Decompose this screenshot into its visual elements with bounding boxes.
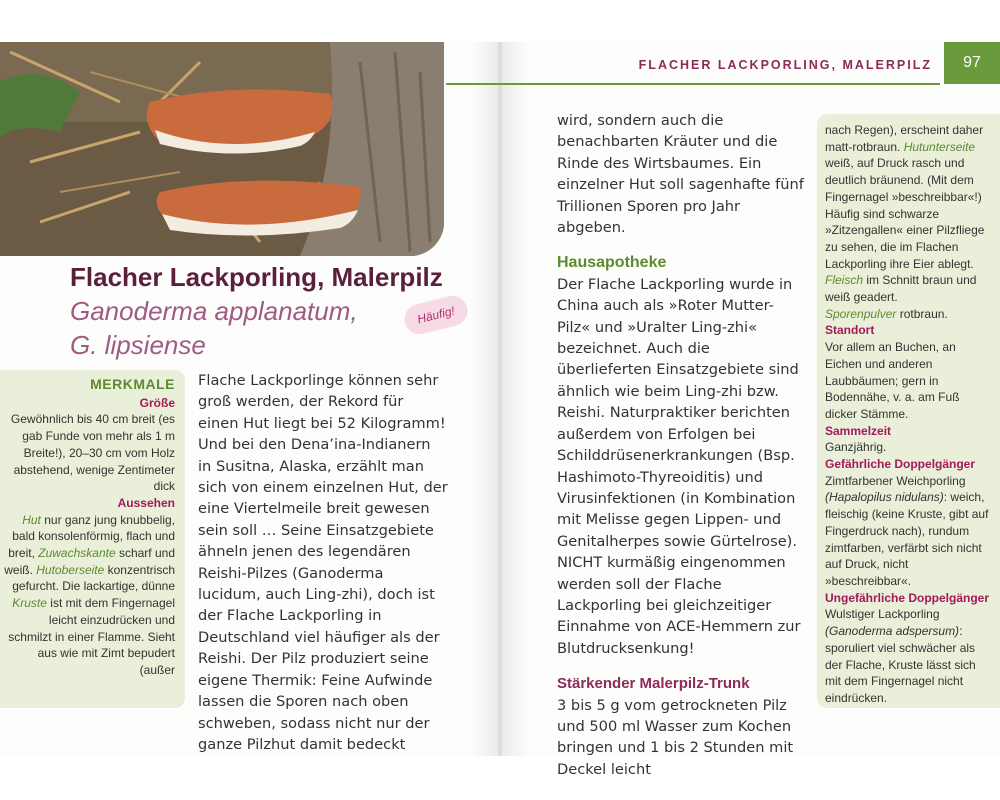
header-rule	[446, 83, 940, 85]
hausapotheke-text: Der Flache Lackporling wurde in China auch als »Roter Mutter-Pilz« und »Uralter Ling-zhi« bezeichnet. Auch die überlieferten Einsatzgebiete sind ähnlich wie beim Ling-zhi bzw. Reishi. Naturpraktiker berichten außerdem von Erfolgen bei Schilddrüsenerkrankungen (Bsp. Hashimoto-Thyreoiditis) und Virusinfektionen (in Kombination mit Melisse gegen Lippen- und Genitalherpes sowie Gürtelrose).	[557, 275, 799, 550]
dangerous-lookalike-label: Gefährliche Doppelgänger	[825, 457, 976, 472]
merkmale-sidebar	[0, 370, 185, 708]
trunk-text: 3 bis 5 g vom getrockneten Pilz und 500 ml Wasser zum Kochen bringen und 1 bis 2 Stunden mit Deckel leicht	[557, 696, 794, 778]
sammelzeit-text: Ganzjährig.	[825, 440, 887, 455]
dangerous-lookalike-text: Zimtfarbener Weichporling (Hapalopilus nidulans): weich, fleischig (keine Kruste, gibt auf Fingerdruck nach), rundum zimtfarben, verfärbt sich nicht auf Druck, nicht »beschreibbar«.	[825, 473, 989, 588]
main-text-left	[198, 370, 448, 755]
harmless-lookalike-text: Wulstiger Lackporling (Ganoderma adspersum): sporuliert viel schwächer als der Flache, Kruste lässt sich mit dem Fingernagel nicht eindrücken.	[825, 607, 976, 705]
fleisch-text: Fleisch im Schnitt braun und weiß geadert.	[825, 273, 977, 305]
section-heading-trunk: Stärkender Malerpilz-Trunk	[557, 675, 750, 693]
frequency-badge: Häufig!	[401, 293, 470, 338]
latin-name-2: G. lipsiense	[70, 330, 206, 360]
hut-text: nach Regen), erscheint daher matt-rotbraun. Hutunterseite weiß, auf Druck rasch und deutlich bräunend. (Mit dem Fingernagel »beschreibbar«!) Häufig sind schwarze »Zitzengallen« einer Pilzfliege zu sehen, die im Flachen Lackporling ihre Eier ablegt.	[825, 123, 985, 271]
sammelzeit-label: Sammelzeit	[825, 423, 892, 438]
running-head: FLACHER LACKPORLING, MALERPILZ	[638, 58, 932, 72]
main-text-right	[557, 110, 807, 780]
latin-name-1: Ganoderma applanatum,	[70, 296, 358, 326]
appearance-text: Hut nur ganz jung knubbelig, bald konsolenförmig, flach und breit, Zuwachskante scharf und weiß. Hutoberseite konzentrisch gefurcht. Die lackartige, dünne Kruste ist mit dem Fingernagel leicht einzudrücken und schmilzt in einer Flamme. Sieht aus wie mit Zimt bepudert (außer	[4, 512, 175, 677]
size-text: Gewöhnlich bis 40 cm breit (es gab Funde von mehr als 1 m Breite!), 20–30 cm vom Holz abstehend, wenige Zentimeter dick	[10, 412, 175, 494]
warning-text: NICHT kurmäßig eingenommen werden soll der Flache Lackporling bei gleichzeitiger Einnahme von ACE-Hemmern zur Blutdrucksenkung!	[557, 554, 801, 657]
appearance-label: Aussehen	[117, 495, 175, 510]
sporenpulver-text: Sporenpulver rotbraun.	[825, 306, 948, 321]
page-number: 97	[944, 42, 1000, 84]
standort-label: Standort	[825, 323, 875, 338]
intro-paragraph: wird, sondern auch die benachbarten Kräuter und die Rinde des Wirtsbaumes. Ein einzelner Hut soll sagenhafte fünf Trillionen Sporen pro Jahr abgeben.	[557, 112, 804, 237]
page-title: Flacher Lackporling, Malerpilz	[70, 262, 443, 292]
paragraph: Flache Lackporlinge können sehr groß werden, der Rekord für einen Hut liegt bei 52 Kilogramm! Und bei den Dena’ina-Indianern in Susitna, Alaska, erzählt man sich von einem einzelnen Hut, der eine Viertelmeile breit gewesen sein soll … Seine Einsatzgebiete ähneln jenen des legendären Reishi-Pilzes (Ganoderma lucidum, auch Ling-zhi), doch ist der Flache Lackporling in Deutschland viel häufiger als der Reishi. Der Pilz produziert seine eigene Thermik: Feine Aufwinde lassen die Sporen nach oben schweben, sodass nicht nur der ganze Pilzhut damit bedeckt	[198, 372, 448, 753]
standort-text: Vor allem an Buchen, an Eichen und anderen Laubbäumen; gern in Bodennähe, v. a. am Fuß dicker Stämme.	[825, 340, 960, 421]
mushroom-photo	[0, 42, 444, 256]
section-heading-hausapotheke: Hausapotheke	[557, 254, 667, 272]
sidebar-heading: MERKMALE	[90, 376, 175, 392]
harmless-lookalike-label: Ungefährliche Doppelgänger	[825, 590, 990, 605]
book-gutter	[470, 42, 530, 756]
size-label: Größe	[139, 395, 175, 410]
merkmale-sidebar-continued	[817, 114, 1000, 708]
